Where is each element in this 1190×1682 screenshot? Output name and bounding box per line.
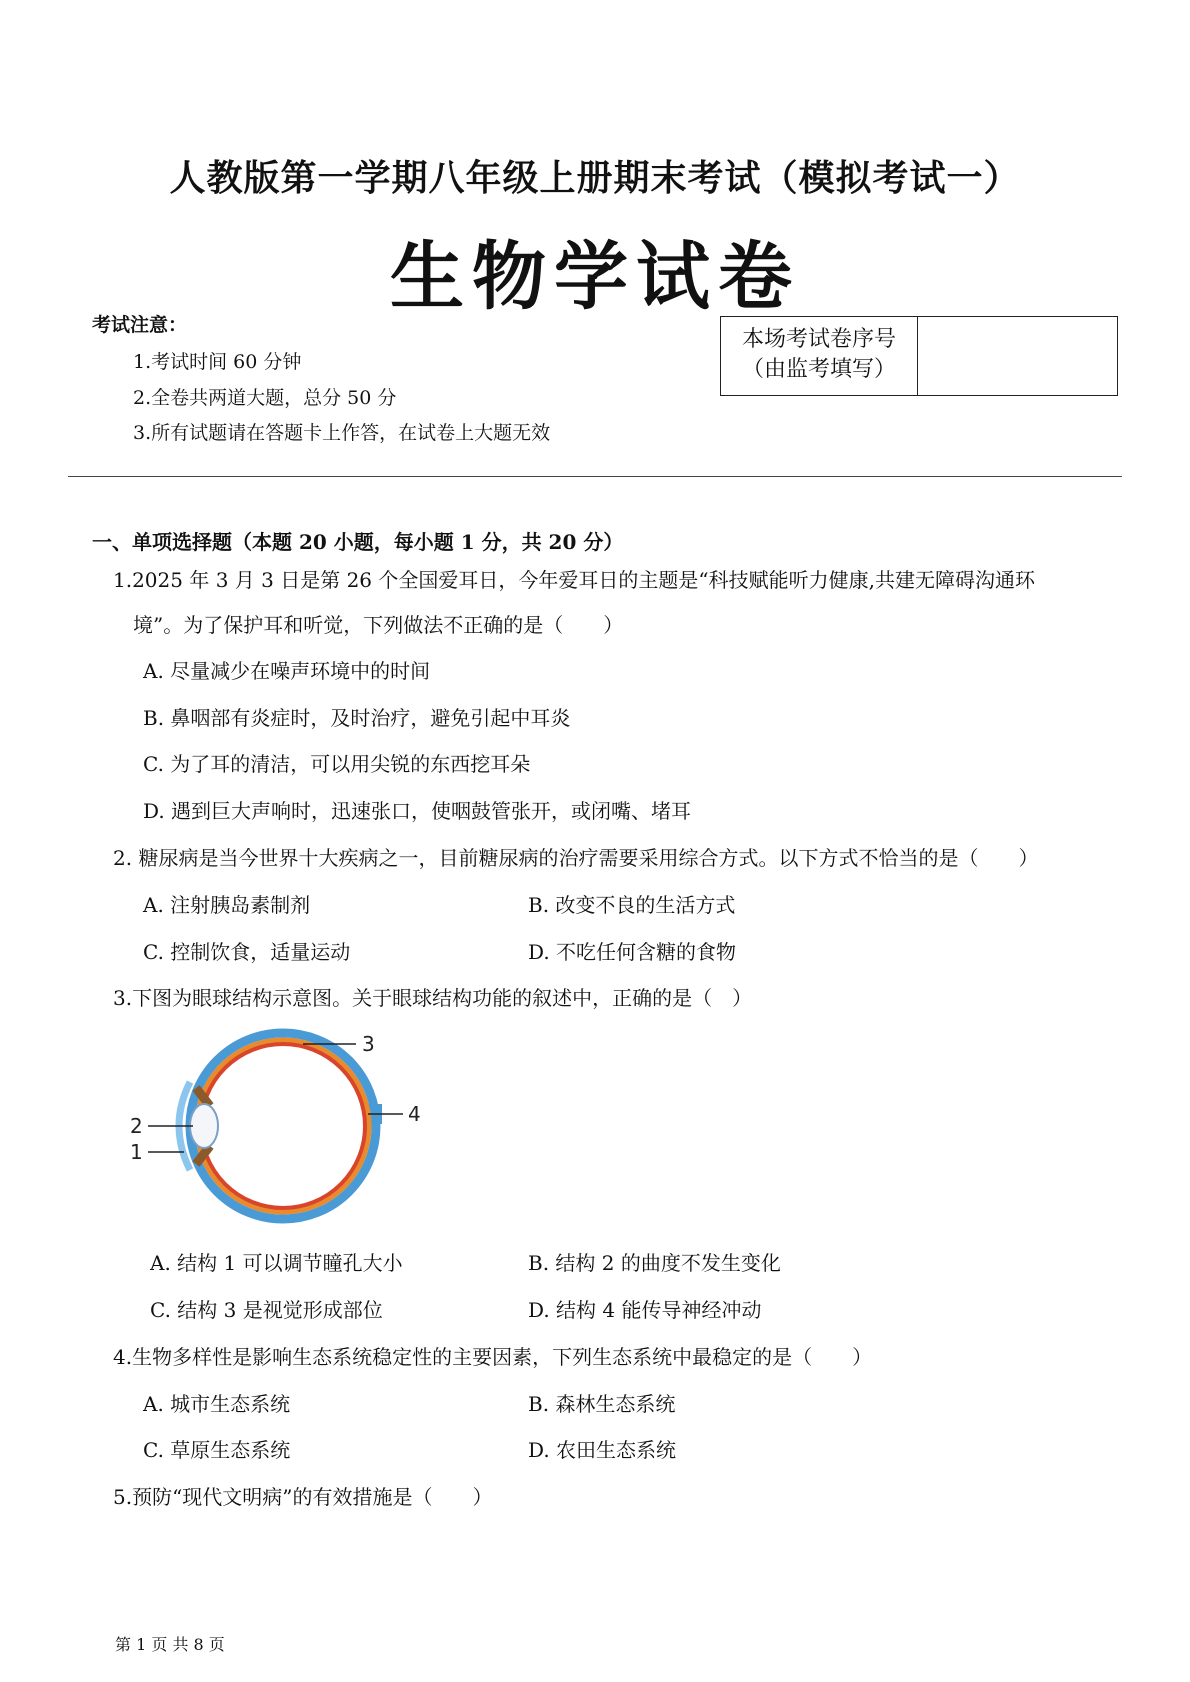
question-4-stem: 4.生物多样性是影响生态系统稳定性的主要因素，下列生态系统中最稳定的是（ ） [113,1345,873,1369]
seat-number-box [720,316,1118,396]
diagram-label-1: 1 [130,1140,143,1164]
question-1-option-a: A. 尽量减少在噪声环境中的时间 [143,659,431,683]
diagram-label-4: 4 [408,1102,421,1126]
exam-subtitle: 人教版第一学期八年级上册期末考试（模拟考试一） [169,157,1021,199]
diagram-label-2: 2 [130,1114,143,1138]
notice-heading: 考试注意： [92,314,188,336]
retina [201,1044,365,1208]
page-number: 第 1 页 共 8 页 [115,1635,225,1654]
question-4-option-a: A. 城市生态系统 [143,1392,291,1416]
question-1-stem-cont: 境”。为了保护耳和听觉，下列做法不正确的是（ ） [133,613,624,637]
lens [190,1104,218,1148]
seat-number-label [721,317,918,395]
question-1-stem: 1.2025 年 3 月 3 日是第 26 个全国爱耳日，今年爱耳日的主题是“科技赋能听力健康,共建无障碍沟通环 [113,568,1035,592]
seat-label-line1: 本场考试卷序号 [741,327,896,352]
notice-item: 1.考试时间 60 分钟 [133,351,302,373]
question-2-option-a: A. 注射胰岛素制剂 [143,893,311,917]
question-3-option-c: C. 结构 3 是视觉形成部位 [150,1298,383,1322]
question-2-stem: 2. 糖尿病是当今世界十大疾病之一，目前糖尿病的治疗需要采用综合方式。以下方式不恰当的是（ ） [113,846,1039,870]
question-2-option-c: C. 控制饮食，适量运动 [143,940,351,964]
eyeball-diagram [118,1026,458,1226]
question-3-option-d: D. 结构 4 能传导神经冲动 [528,1298,762,1322]
question-1-option-b: B. 鼻咽部有炎症时，及时治疗，避免引起中耳炎 [143,706,571,730]
question-4-option-b: B. 森林生态系统 [528,1392,676,1416]
divider [68,476,1122,477]
question-4-option-d: D. 农田生态系统 [528,1438,677,1462]
question-1-option-d: D. 遇到巨大声响时，迅速张口，使咽鼓管张开，或闭嘴、堵耳 [143,799,692,823]
notice-item: 3.所有试题请在答题卡上作答，在试卷上大题无效 [133,422,551,444]
notice-item: 2.全卷共两道大题，总分 50 分 [133,387,397,409]
diagram-label-3: 3 [362,1032,375,1056]
seat-number-field [918,317,1117,395]
question-3-option-b: B. 结构 2 的曲度不发生变化 [528,1251,781,1275]
question-5-stem: 5.预防“现代文明病”的有效措施是（ ） [113,1485,493,1509]
question-1-option-c: C. 为了耳的清洁，可以用尖锐的东西挖耳朵 [143,752,531,776]
section-heading: 一、单项选择题（本题 20 小题，每小题 1 分，共 20 分） [92,530,624,554]
seat-label-line2: （由监考填写） [741,357,896,382]
question-3-stem: 3.下图为眼球结构示意图。关于眼球结构功能的叙述中，正确的是（ ） [113,986,753,1010]
question-2-option-b: B. 改变不良的生活方式 [528,893,736,917]
question-3-option-a: A. 结构 1 可以调节瞳孔大小 [150,1251,403,1275]
question-2-option-d: D. 不吃任何含糖的食物 [528,940,737,964]
exam-title: 生物学试卷 [390,234,800,320]
question-4-option-c: C. 草原生态系统 [143,1438,291,1462]
